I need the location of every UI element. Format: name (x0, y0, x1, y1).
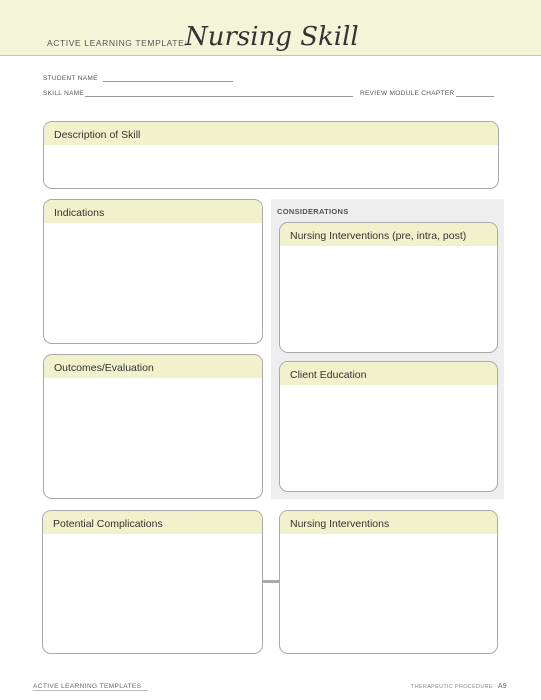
potential-complications-heading: Potential Complications (43, 511, 262, 534)
student-name-field[interactable] (103, 81, 233, 82)
indications-heading: Indications (44, 200, 262, 223)
nursing-interventions-panel[interactable] (279, 510, 498, 654)
template-header (0, 0, 541, 56)
review-module-chapter-field[interactable] (456, 96, 494, 97)
skill-name-field[interactable] (85, 96, 353, 97)
outcomes-heading: Outcomes/Evaluation (44, 355, 262, 378)
considerations-label: CONSIDERATIONS (277, 207, 349, 216)
panel-connector (263, 580, 279, 583)
template-title: Nursing Skill (185, 22, 359, 52)
template-prefix: ACTIVE LEARNING TEMPLATE: (47, 38, 188, 48)
nursing-interventions-heading: Nursing Interventions (280, 511, 497, 534)
footer-left-label: ACTIVE LEARNING TEMPLATES (33, 683, 142, 690)
description-panel[interactable] (43, 121, 499, 189)
review-module-chapter-label: REVIEW MODULE CHAPTER (360, 90, 455, 97)
footer-rule (33, 690, 148, 691)
nursing-interventions-pip-heading: Nursing Interventions (pre, intra, post) (280, 223, 497, 246)
footer-right (411, 683, 507, 690)
description-heading: Description of Skill (44, 122, 498, 145)
client-education-heading: Client Education (280, 362, 497, 385)
student-name-label: STUDENT NAME (43, 75, 98, 82)
potential-complications-panel[interactable] (42, 510, 263, 654)
client-education-panel[interactable] (279, 361, 498, 492)
page-number: A9 (497, 683, 507, 690)
nursing-interventions-pip-panel[interactable] (279, 222, 498, 353)
footer-section-label: THERAPEUTIC PROCEDURE (411, 684, 493, 690)
outcomes-panel[interactable] (43, 354, 263, 499)
indications-panel[interactable] (43, 199, 263, 344)
skill-name-label: SKILL NAME (43, 90, 85, 97)
